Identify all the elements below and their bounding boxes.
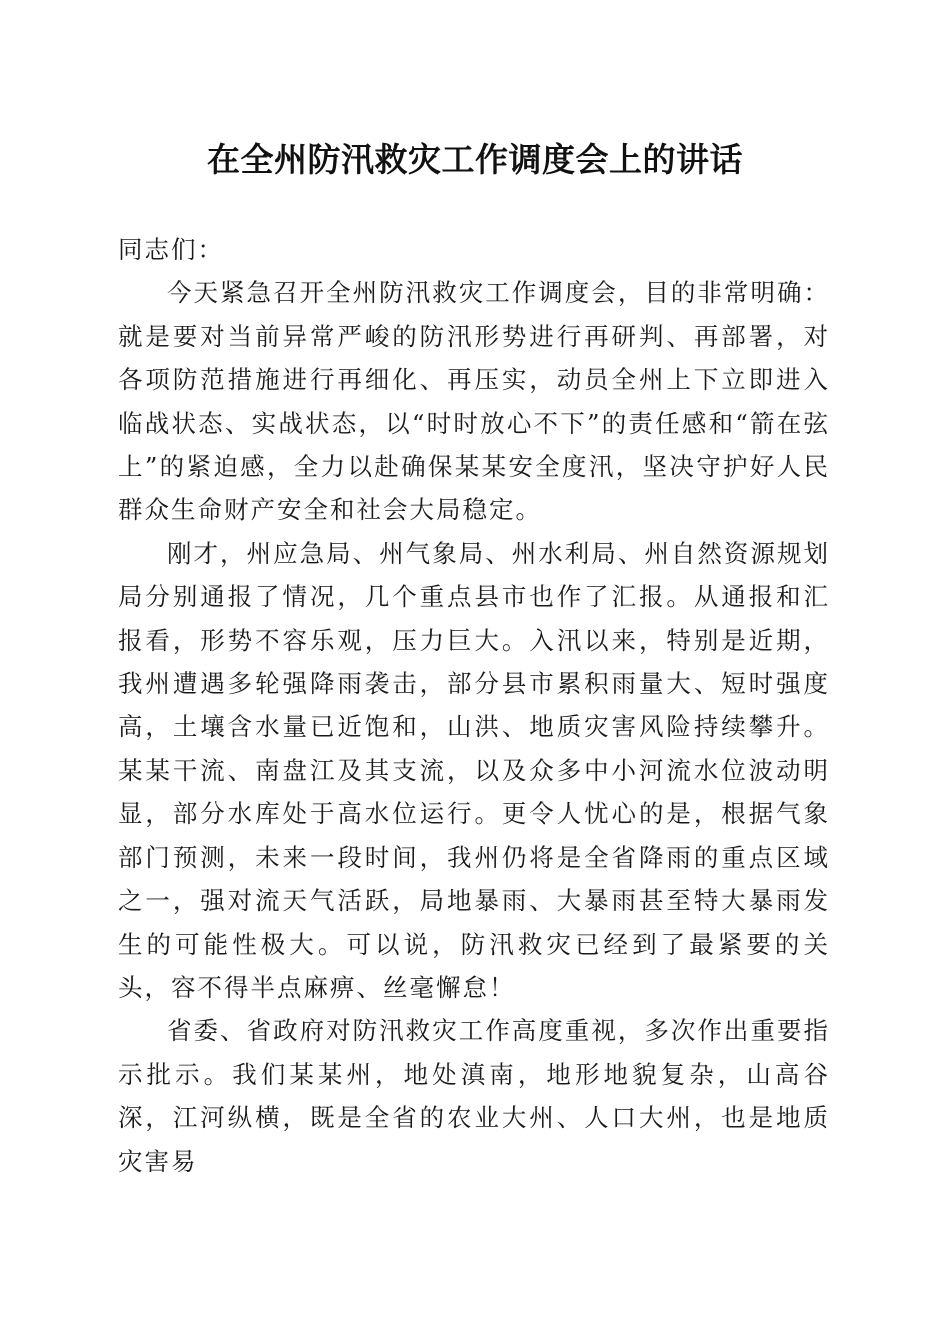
document-title: 在全州防汛救灾工作调度会上的讲话: [207, 140, 743, 179]
paragraph-1: 今天紧急召开全州防汛救灾工作调度会，目的非常明确：就是要对当前异常严峻的防汛形势进行再研判、再部署，对各项防范措施进行再细化、再压实，动员全州上下立即进入临战状态、实战状态，以“时时放心不下”的责任感和“箭在弦上”的紧迫感，全力以赴确保某某安全度汛，坚决守护好人民群众生命财产安全和社会大局稳定。: [118, 278, 830, 525]
salutation: 同志们：: [118, 235, 224, 264]
paragraph-3: 省委、省政府对防汛救灾工作高度重视，多次作出重要指示批示。我们某某州，地处滇南，地形地貌复杂，山高谷深，江河纵横，既是全省的农业大州、人口大州，也是地质灾害易: [118, 1016, 830, 1176]
document-body: [118, 228, 830, 1183]
paragraph-2: 刚才，州应急局、州气象局、州水利局、州自然资源规划局分别通报了情况，几个重点县市也作了汇报。从通报和汇报看，形势不容乐观，压力巨大。入汛以来，特别是近期，我州遭遇多轮强降雨袭击，部分县市累积雨量大、短时强度高，土壤含水量已近饱和，山洪、地质灾害风险持续攀升。某某干流、南盘江及其支流，以及众多中小河流水位波动明显，部分水库处于高水位运行。更令人忧心的是，根据气象部门预测，未来一段时间，我州仍将是全省降雨的重点区域之一，强对流天气活跃，局地暴雨、大暴雨甚至特大暴雨发生的可能性极大。可以说，防汛救灾已经到了最紧要的关头，容不得半点麻痹、丝毫懈怠！: [118, 538, 830, 1002]
